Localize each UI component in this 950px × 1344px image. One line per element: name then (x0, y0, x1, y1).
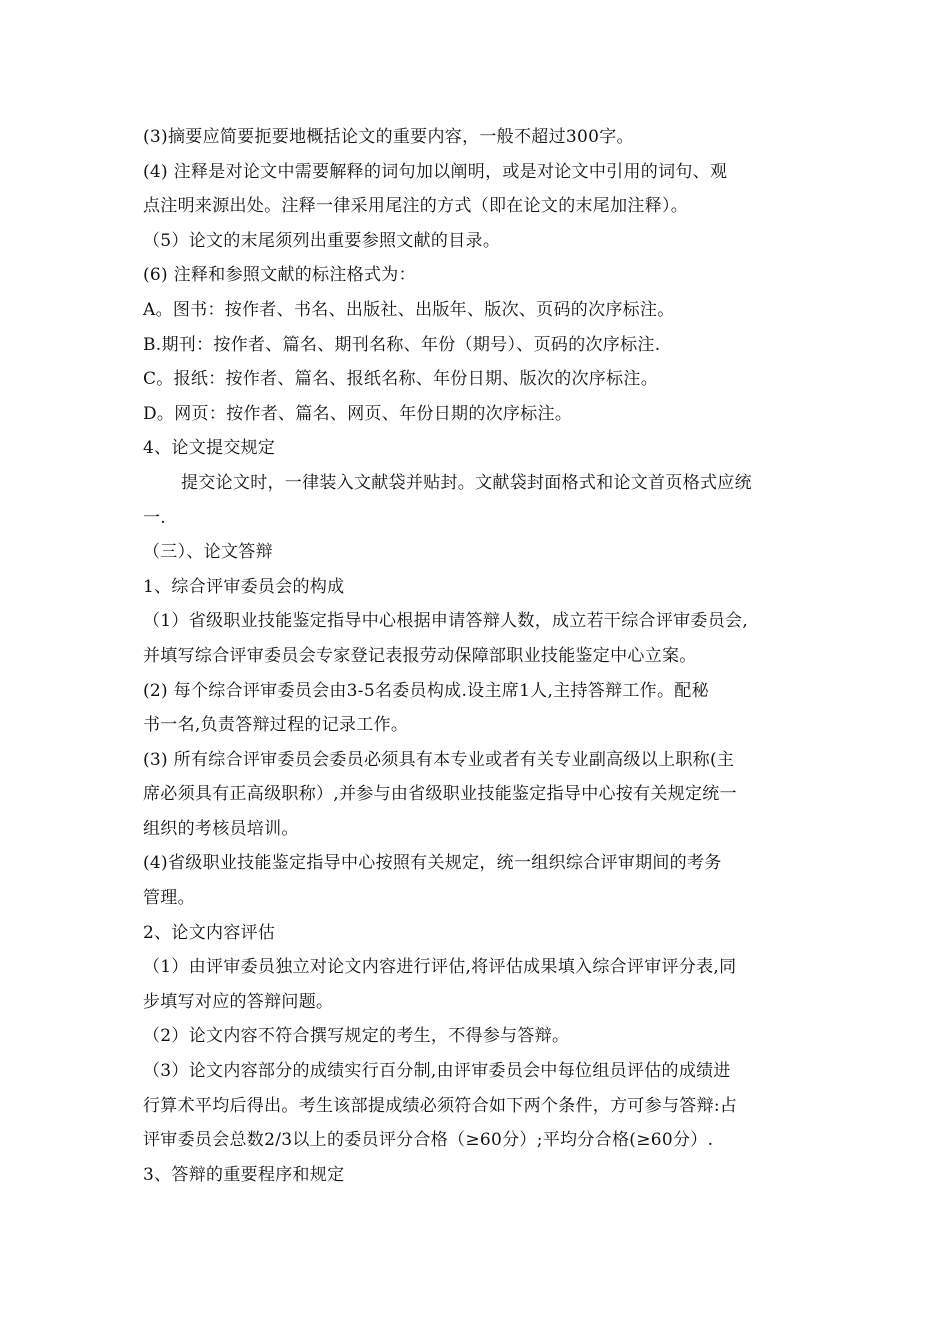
text-line-27: （2）论文内容不符合撰写规定的考生，不得参与答辩。 (143, 1026, 570, 1047)
text-line-21: 组织的考核员培训。 (143, 818, 299, 839)
text-line-12: 一. (143, 507, 167, 528)
text-line-9: D。网页：按作者、篇名、网页、年份日期的次序标注。 (143, 403, 573, 424)
text-line-4: （5）论文的末尾须列出重要参照文献的目录。 (143, 230, 501, 251)
text-line-23: 管理。 (143, 888, 195, 909)
text-line-5: (6) 注释和参照文献的标注格式为： (143, 265, 416, 286)
text-line-11: 提交论文时，一律装入文献袋并贴封。文献袋封面格式和论文首页格式应统 (181, 472, 752, 493)
text-line-30: 评审委员会总数2/3以上的委员评分合格（≥60分）;平均分合格(≥60分）. (143, 1130, 714, 1151)
text-line-3: 点注明来源出处。注释一律采用尾注的方式（即在论文的末尾加注释）。 (143, 196, 689, 217)
text-line-7: B.期刊：按作者、篇名、期刊名称、年份（期号）、页码的次序标注. (143, 334, 661, 355)
text-line-29: 行算术平均后得出。考生该部提成绩必须符合如下两个条件，方可参与答辩:占 (143, 1095, 738, 1116)
subsection-heading-1: 1、综合评审委员会的构成 (143, 576, 345, 597)
text-line-15: （1）省级职业技能鉴定指导中心根据申请答辩人数，成立若干综合评审委员会, (143, 611, 749, 632)
subsection-heading-3: 3、答辩的重要程序和规定 (143, 1164, 345, 1185)
section-heading-3: （三）、论文答辩 (143, 542, 273, 563)
text-line-17: (2) 每个综合评审委员会由3-5名委员构成.设主席1人,主持答辩工作。配秘 (143, 680, 709, 701)
text-line-16: 并填写综合评审委员会专家登记表报劳动保障部职业技能鉴定中心立案。 (143, 645, 697, 666)
subsection-heading-2: 2、论文内容评估 (143, 922, 276, 943)
text-line-8: C。报纸：按作者、篇名、报纸名称、年份日期、版次的次序标注。 (143, 369, 659, 390)
document-page (143, 120, 813, 1192)
text-line-28: （3）论文内容部分的成绩实行百分制,由评审委员会中每位组员评估的成绩进 (143, 1061, 731, 1082)
text-line-26: 步填写对应的答辩问题。 (143, 991, 334, 1012)
text-line-25: （1）由评审委员独立对论文内容进行评估,将评估成果填入综合评审评分表,同 (143, 957, 737, 978)
text-line-20: 席必须具有正高级职称）,并参与由省级职业技能鉴定指导中心按有关规定统一 (143, 784, 737, 805)
text-line-1: (3)摘要应简要扼要地概括论文的重要内容，一般不超过300字。 (143, 127, 634, 147)
text-line-2: (4) 注释是对论文中需要解释的词句加以阐明，或是对论文中引用的词句、观 (143, 161, 728, 182)
text-line-18: 书一名,负责答辩过程的记录工作。 (143, 715, 409, 736)
section-heading-4: 4、论文提交规定 (143, 438, 276, 459)
text-line-19: (3) 所有综合评审委员会委员必须具有本专业或者有关专业副高级以上职称(主 (143, 749, 735, 770)
text-line-22: (4)省级职业技能鉴定指导中心按照有关规定，统一组织综合评审期间的考务 (143, 853, 722, 874)
text-line-6: A。图书：按作者、书名、出版社、出版年、版次、页码的次序标注。 (143, 299, 675, 320)
